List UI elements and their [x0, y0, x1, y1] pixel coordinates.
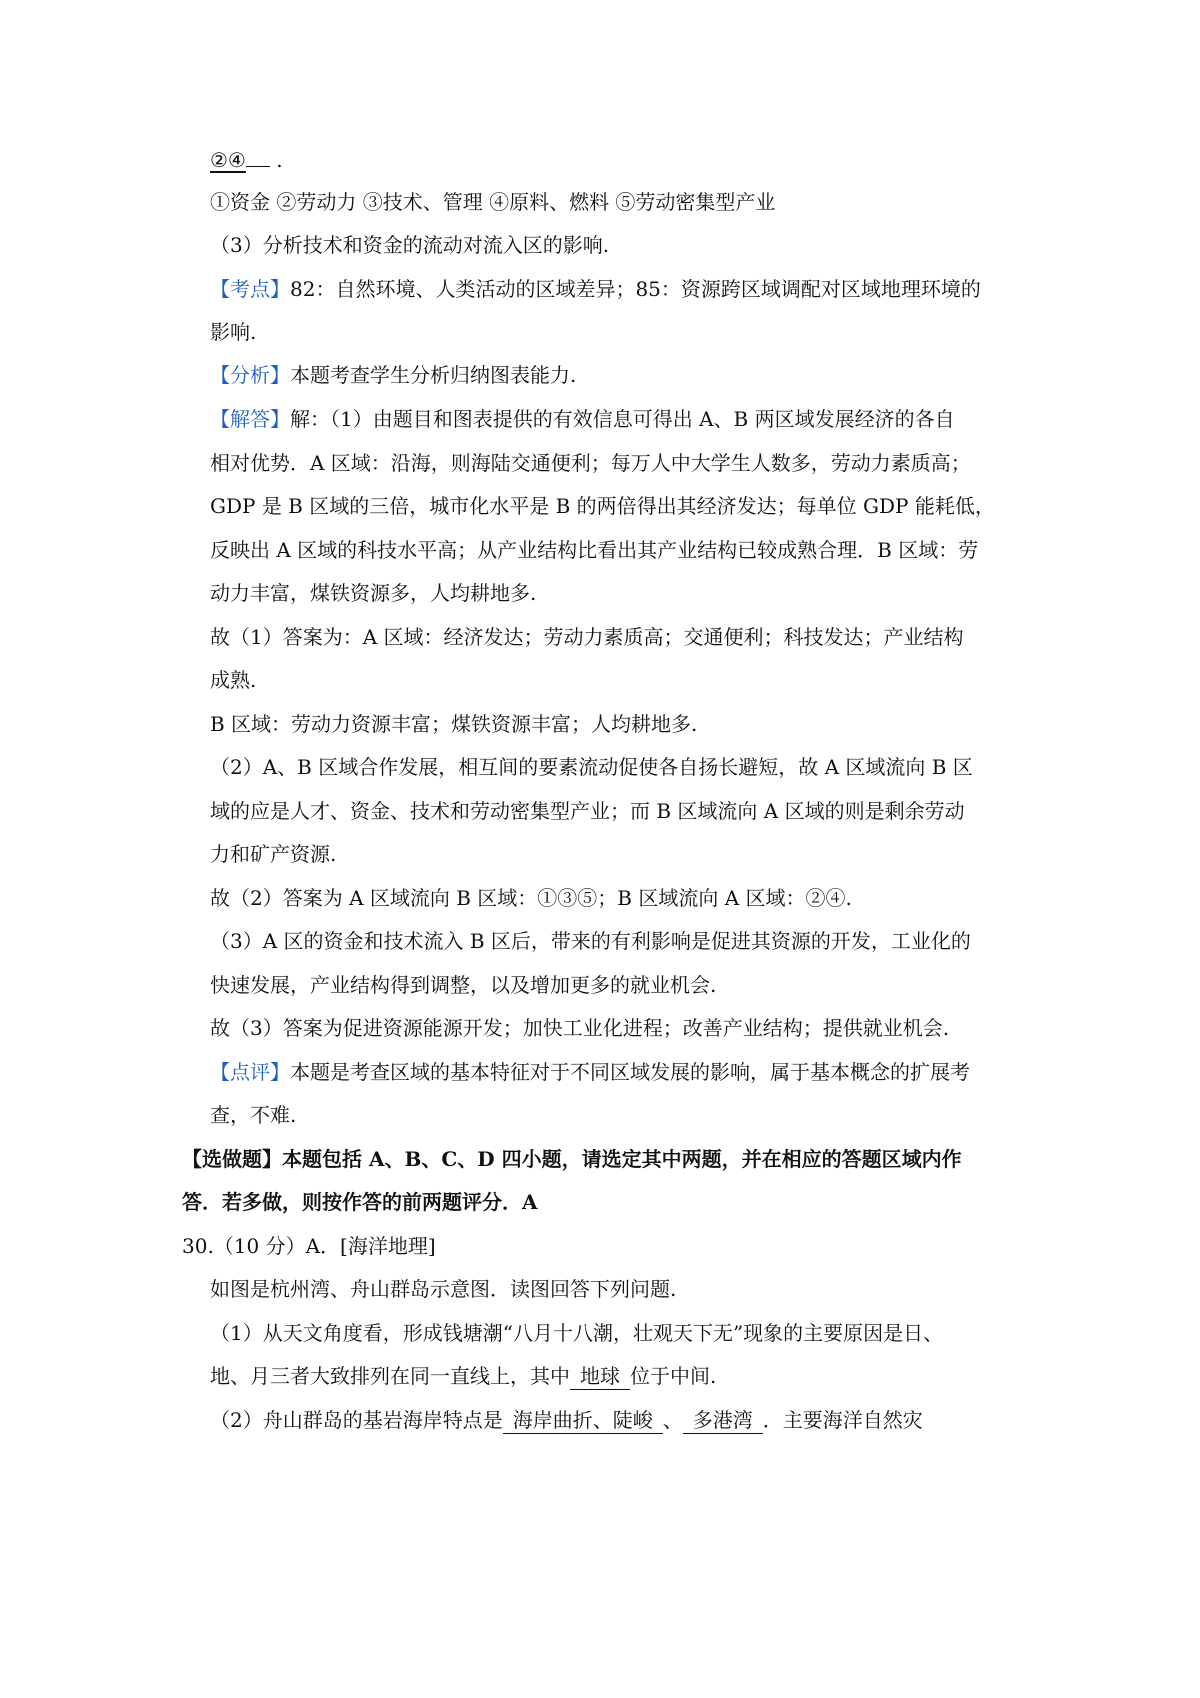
- question-30-1-line: （1）从天文角度看，形成钱塘潮“八月十八潮，壮观天下无”现象的主要原因是日、: [210, 1321, 944, 1345]
- answer-blank-coast: 海岸曲折、陡峻: [503, 1407, 663, 1434]
- text-line: 影响.: [210, 320, 257, 344]
- jieda-tag: 【解答】: [210, 407, 290, 431]
- kaodian-line: 【考点】82：自然环境、人类活动的区域差异；85：资源跨区域调配对区域地理环境的: [210, 277, 981, 301]
- text-line: 动力丰富，煤铁资源多，人均耕地多.: [210, 581, 537, 605]
- answer-underlined: ②④: [210, 148, 246, 172]
- text-line: 成熟.: [210, 668, 257, 692]
- optional-section-heading: 【选做题】本题包括 A、B、C、D 四小题，请选定其中两题，并在相应的答题区域内作: [182, 1147, 962, 1171]
- question-30-intro: 如图是杭州湾、舟山群岛示意图．读图回答下列问题.: [210, 1277, 677, 1301]
- text-line: 故（1）答案为：A 区域：经济发达；劳动力素质高；交通便利；科技发达；产业结构: [210, 625, 964, 649]
- options-line: ①资金 ②劳动力 ③技术、管理 ④原料、燃料 ⑤劳动密集型产业: [210, 190, 776, 214]
- text-line: GDP 是 B 区域的三倍，城市化水平是 B 的两倍得出其经济发达；每单位 GDP 能耗低，: [210, 494, 995, 518]
- dianping-tag: 【点评】: [210, 1060, 290, 1084]
- question-30-1-answer-line: 地、月三者大致排列在同一直线上，其中 地球 位于中间.: [210, 1364, 717, 1388]
- text-line: （3）A 区的资金和技术流入 B 区后，带来的有利影响是促进其资源的开发，工业化的: [210, 929, 971, 953]
- jieda-line: 【解答】解：（1）由题目和图表提供的有效信息可得出 A、B 两区域发展经济的各自: [210, 407, 955, 431]
- text-line: 相对优势．A 区域：沿海，则海陆交通便利；每万人中大学生人数多，劳动力素质高；: [210, 451, 971, 475]
- text-line: （2）A、B 区域合作发展，相互间的要素流动促使各自扬长避短，故 A 区域流向 B 区: [210, 755, 973, 779]
- text-line: 力和矿产资源.: [210, 842, 337, 866]
- text-line: 快速发展，产业结构得到调整，以及增加更多的就业机会.: [210, 973, 717, 997]
- kaodian-tag: 【考点】: [210, 277, 290, 301]
- text-line: B 区域：劳动力资源丰富；煤铁资源丰富；人均耕地多.: [210, 712, 698, 736]
- text-line: 查，不难.: [210, 1103, 297, 1127]
- answer-blank: [246, 166, 270, 167]
- text-line: 反映出 A 区域的科技水平高；从产业结构比看出其产业结构已较成熟合理．B 区域：劳: [210, 538, 979, 562]
- fenxi-line: 【分析】本题考查学生分析归纳图表能力.: [210, 363, 577, 387]
- text-line: 故（3）答案为促进资源能源开发；加快工业化进程；改善产业结构；提供就业机会.: [210, 1016, 950, 1040]
- answer-line-q2-tail: ②④ .: [210, 148, 283, 172]
- question-30-2-line: （2）舟山群岛的基岩海岸特点是 海岸曲折、陡峻 、 多港湾 ．主要海洋自然灾: [210, 1408, 923, 1432]
- text-line: 域的应是人才、资金、技术和劳动密集型产业；而 B 区域流向 A 区域的则是剩余劳动: [210, 799, 965, 823]
- text-line: 故（2）答案为 A 区域流向 B 区域：①③⑤；B 区域流向 A 区域：②④.: [210, 886, 852, 910]
- fenxi-tag: 【分析】: [210, 363, 290, 387]
- answer-blank-harbor: 多港湾: [683, 1407, 763, 1434]
- answer-blank-earth: 地球: [570, 1363, 630, 1390]
- optional-section-heading-cont: 答．若多做，则按作答的前两题评分．A: [182, 1190, 538, 1214]
- question-3-line: （3）分析技术和资金的流动对流入区的影响.: [210, 233, 610, 257]
- question-30-title: 30.（10 分）A．[海洋地理]: [182, 1234, 436, 1258]
- dianping-line: 【点评】本题是考查区域的基本特征对于不同区域发展的影响，属于基本概念的扩展考: [210, 1060, 970, 1084]
